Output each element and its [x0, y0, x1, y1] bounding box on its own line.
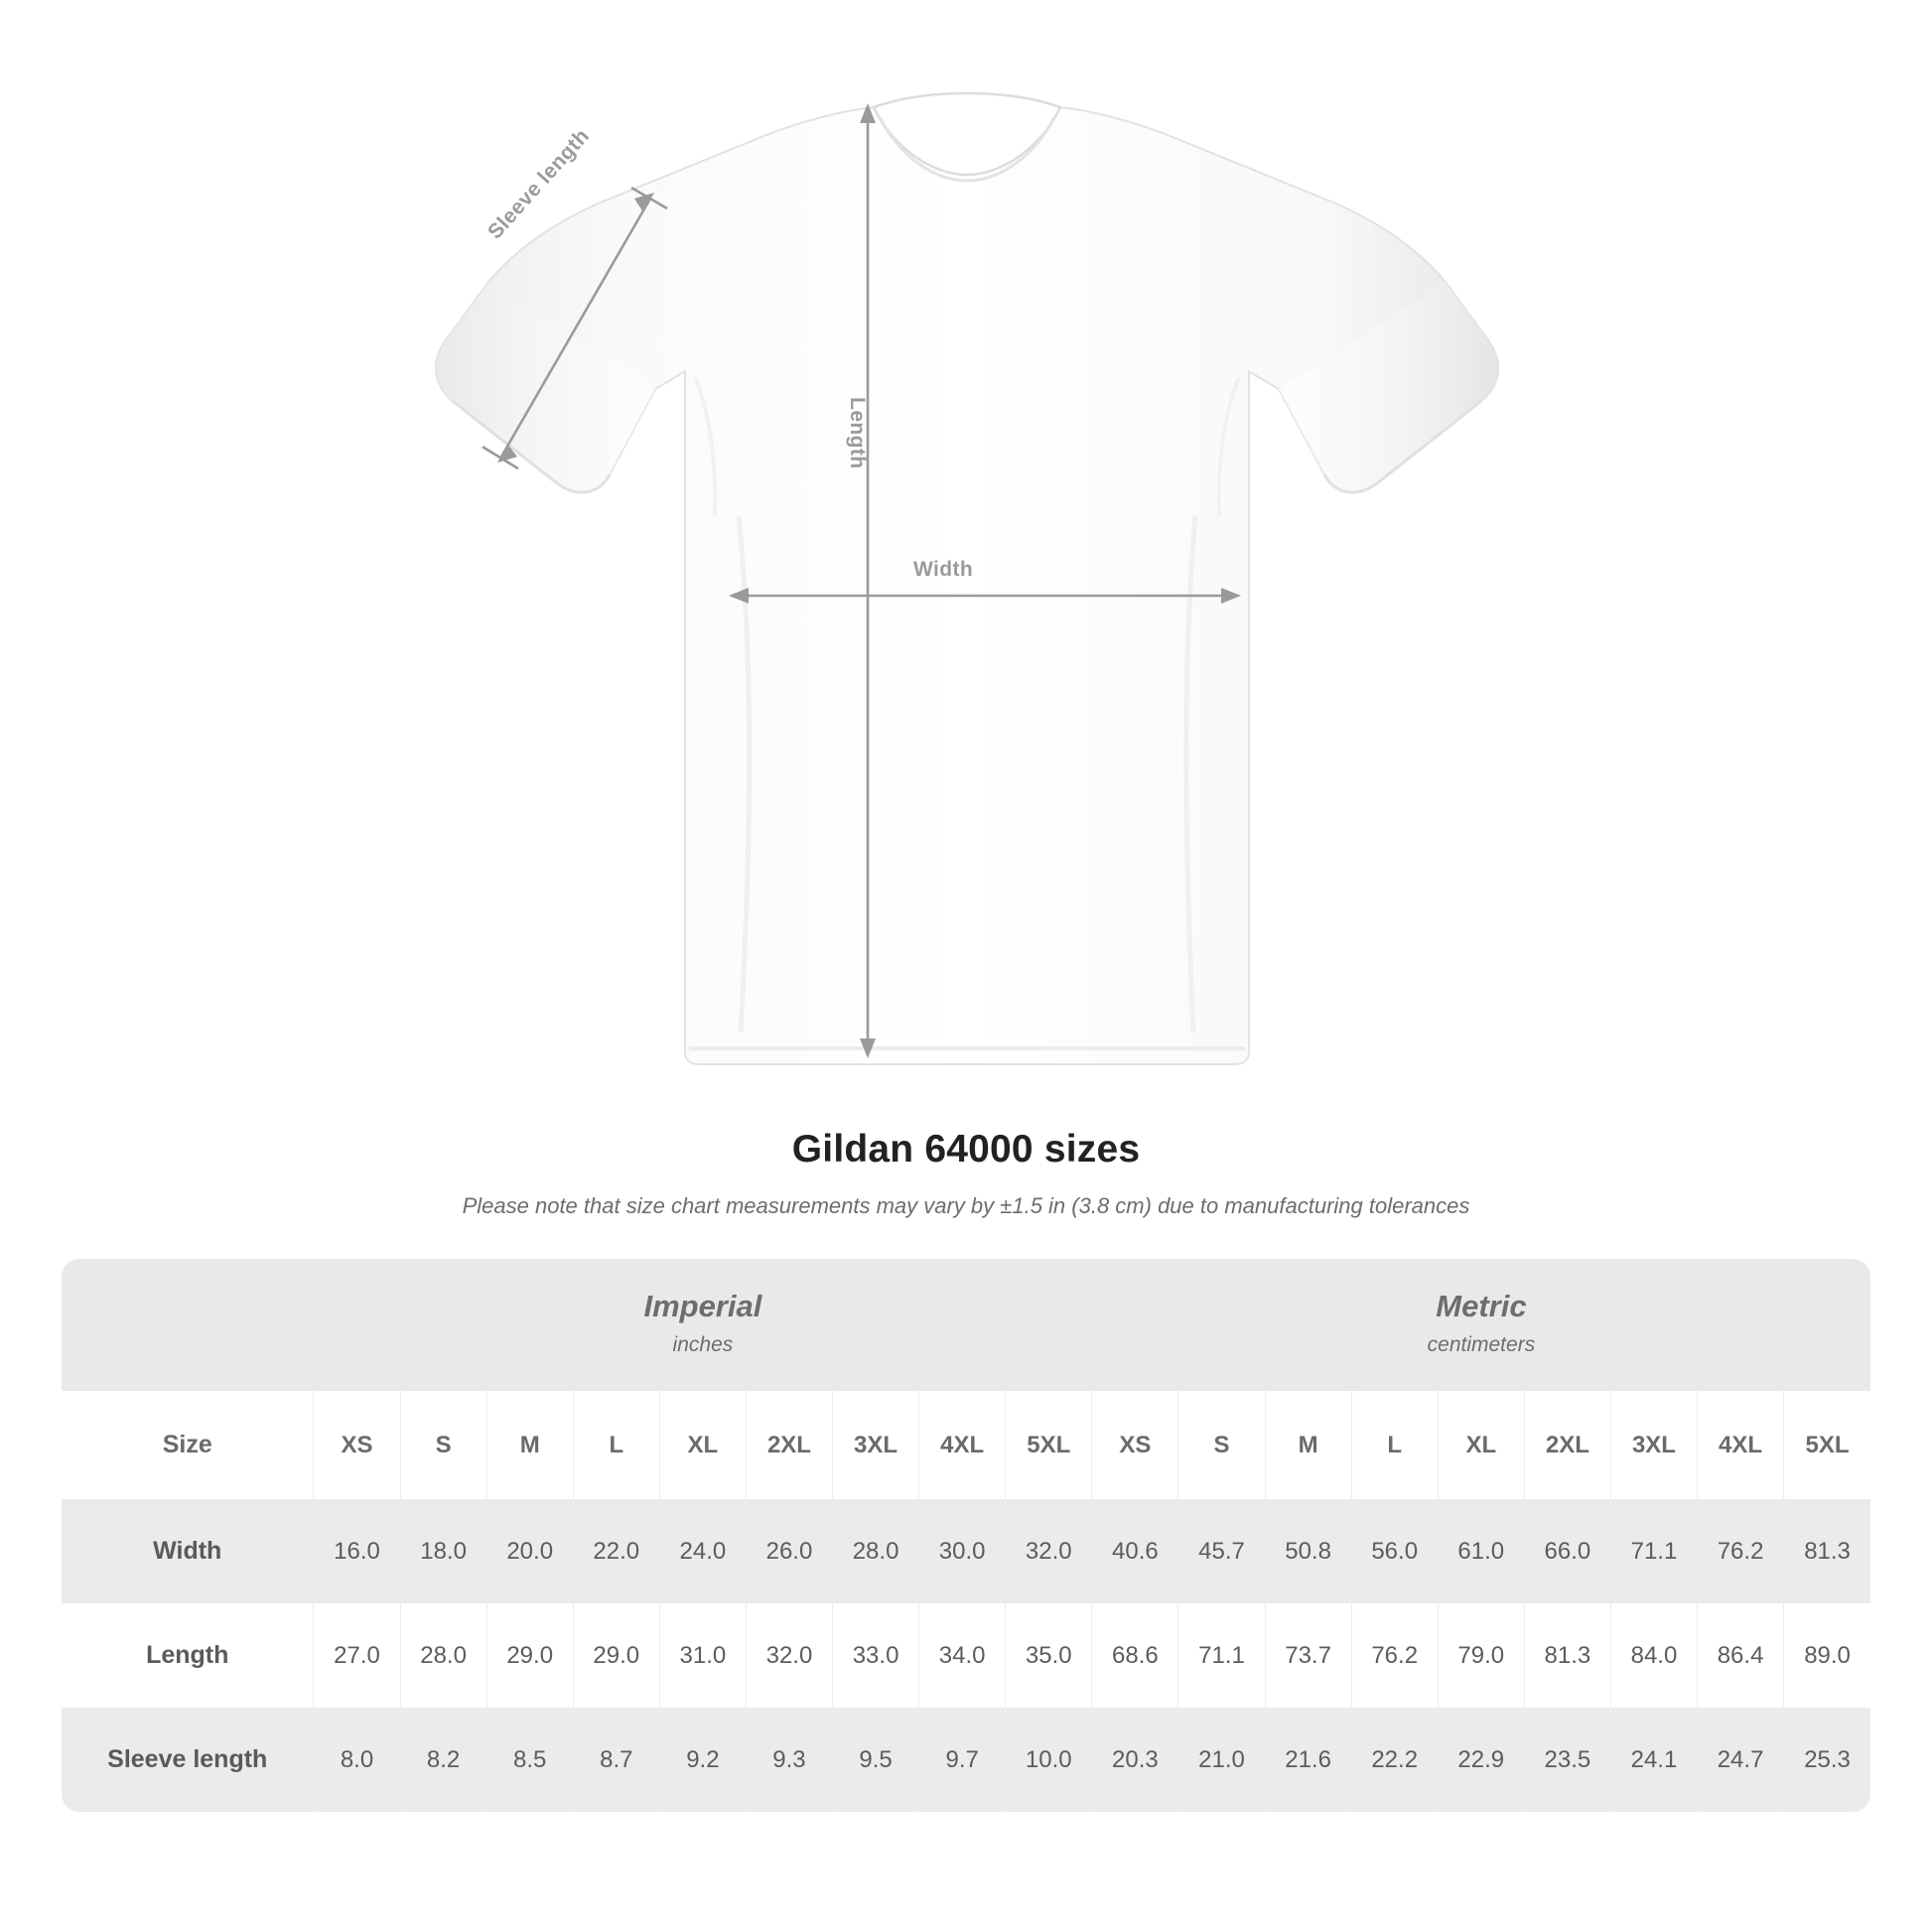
- size-header-metric-xl: XL: [1438, 1391, 1524, 1499]
- cell-imperial: 22.0: [573, 1499, 659, 1603]
- cell-metric: 81.3: [1784, 1499, 1870, 1603]
- size-header-metric-5xl: 5XL: [1784, 1391, 1870, 1499]
- size-header-imperial-xs: XS: [314, 1391, 400, 1499]
- size-header-imperial-4xl: 4XL: [919, 1391, 1006, 1499]
- unit-name: Imperial: [643, 1289, 762, 1323]
- cell-metric: 22.9: [1438, 1708, 1524, 1812]
- cell-metric: 71.1: [1610, 1499, 1697, 1603]
- cell-imperial: 10.0: [1006, 1708, 1092, 1812]
- cell-imperial: 24.0: [659, 1499, 746, 1603]
- cell-metric: 21.6: [1265, 1708, 1351, 1812]
- size-header-metric-4xl: 4XL: [1698, 1391, 1784, 1499]
- cell-metric: 20.3: [1092, 1708, 1178, 1812]
- cell-imperial: 34.0: [919, 1603, 1006, 1708]
- cell-imperial: 29.0: [486, 1603, 573, 1708]
- cell-imperial: 32.0: [1006, 1499, 1092, 1603]
- cell-metric: 79.0: [1438, 1603, 1524, 1708]
- size-header-imperial-2xl: 2XL: [746, 1391, 832, 1499]
- size-header-metric-l: L: [1351, 1391, 1438, 1499]
- cell-imperial: 8.5: [486, 1708, 573, 1812]
- page-title: Gildan 64000 sizes: [791, 1128, 1141, 1171]
- length-dimension-label: Length: [846, 397, 869, 470]
- cell-imperial: 20.0: [486, 1499, 573, 1603]
- cell-metric: 24.7: [1698, 1708, 1784, 1812]
- size-header-metric-2xl: 2XL: [1524, 1391, 1610, 1499]
- size-header-imperial-m: M: [486, 1391, 573, 1499]
- size-header-metric-m: M: [1265, 1391, 1351, 1499]
- cell-metric: 56.0: [1351, 1499, 1438, 1603]
- size-header-imperial-3xl: 3XL: [833, 1391, 919, 1499]
- cell-metric: 71.1: [1178, 1603, 1265, 1708]
- cell-imperial: 8.0: [314, 1708, 400, 1812]
- cell-metric: 76.2: [1698, 1499, 1784, 1603]
- tolerance-note: Please note that size chart measurements may vary by ±1.5 in (3.8 cm) due to manufacturing tolerances: [462, 1193, 1470, 1218]
- cell-metric: 40.6: [1092, 1499, 1178, 1603]
- unit-subtitle: inches: [672, 1333, 734, 1356]
- cell-imperial: 18.0: [400, 1499, 486, 1603]
- cell-imperial: 32.0: [746, 1603, 832, 1708]
- cell-metric: 22.2: [1351, 1708, 1438, 1812]
- cell-metric: 45.7: [1178, 1499, 1265, 1603]
- cell-metric: 84.0: [1610, 1603, 1697, 1708]
- cell-imperial: 28.0: [833, 1499, 919, 1603]
- title-block: [0, 1128, 1932, 1219]
- cell-metric: 25.3: [1784, 1708, 1870, 1812]
- cell-imperial: 9.7: [919, 1708, 1006, 1812]
- cell-imperial: 16.0: [314, 1499, 400, 1603]
- size-header-imperial-5xl: 5XL: [1006, 1391, 1092, 1499]
- unit-header-row: [62, 1259, 1870, 1391]
- cell-imperial: 31.0: [659, 1603, 746, 1708]
- unit-name: Metric: [1436, 1289, 1527, 1323]
- width-dimension-label: Width: [913, 558, 974, 581]
- size-header-metric-s: S: [1178, 1391, 1265, 1499]
- size-header-metric-3xl: 3XL: [1610, 1391, 1697, 1499]
- row-label-width: Width: [62, 1499, 314, 1603]
- cell-metric: 66.0: [1524, 1499, 1610, 1603]
- cell-metric: 21.0: [1178, 1708, 1265, 1812]
- cell-imperial: 29.0: [573, 1603, 659, 1708]
- unit-subtitle: centimeters: [1427, 1333, 1536, 1356]
- cell-metric: 76.2: [1351, 1603, 1438, 1708]
- cell-imperial: 9.3: [746, 1708, 832, 1812]
- table-row: [62, 1603, 1870, 1708]
- cell-imperial: 30.0: [919, 1499, 1006, 1603]
- cell-imperial: 28.0: [400, 1603, 486, 1708]
- size-row-label: Size: [62, 1391, 314, 1499]
- size-header-row: [62, 1391, 1870, 1499]
- cell-metric: 50.8: [1265, 1499, 1351, 1603]
- cell-metric: 81.3: [1524, 1603, 1610, 1708]
- cell-imperial: 8.7: [573, 1708, 659, 1812]
- cell-imperial: 27.0: [314, 1603, 400, 1708]
- sleeve-length-dimension-label: Sleeve length: [483, 124, 595, 244]
- table-corner-cell: [62, 1259, 314, 1391]
- size-header-imperial-s: S: [400, 1391, 486, 1499]
- table-row: [62, 1499, 1870, 1603]
- row-label-length: Length: [62, 1603, 314, 1708]
- size-header-imperial-l: L: [573, 1391, 659, 1499]
- cell-imperial: 8.2: [400, 1708, 486, 1812]
- cell-imperial: 9.5: [833, 1708, 919, 1812]
- size-table-container: [62, 1259, 1870, 1812]
- cell-metric: 68.6: [1092, 1603, 1178, 1708]
- cell-imperial: 35.0: [1006, 1603, 1092, 1708]
- unit-header-metric: [1092, 1259, 1870, 1391]
- size-header-imperial-xl: XL: [659, 1391, 746, 1499]
- cell-metric: 24.1: [1610, 1708, 1697, 1812]
- cell-metric: 89.0: [1784, 1603, 1870, 1708]
- table-row: [62, 1708, 1870, 1812]
- cell-metric: 73.7: [1265, 1603, 1351, 1708]
- size-header-metric-xs: XS: [1092, 1391, 1178, 1499]
- row-label-sleeve-length: Sleeve length: [62, 1708, 314, 1812]
- cell-metric: 61.0: [1438, 1499, 1524, 1603]
- cell-imperial: 9.2: [659, 1708, 746, 1812]
- unit-header-imperial: [314, 1259, 1092, 1391]
- cell-imperial: 33.0: [833, 1603, 919, 1708]
- cell-metric: 86.4: [1698, 1603, 1784, 1708]
- size-table: [62, 1259, 1870, 1812]
- cell-metric: 23.5: [1524, 1708, 1610, 1812]
- cell-imperial: 26.0: [746, 1499, 832, 1603]
